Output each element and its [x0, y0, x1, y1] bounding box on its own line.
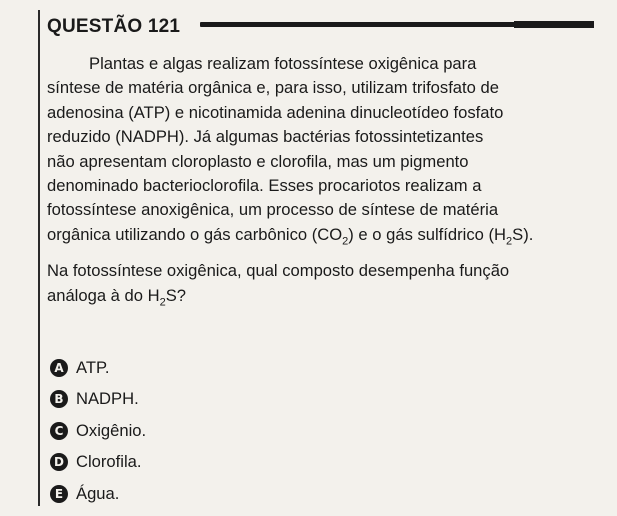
option-letter-badge: C — [50, 422, 68, 440]
question-body — [47, 52, 603, 308]
option-a[interactable] — [50, 352, 350, 384]
prompt-text: análoga à do H — [47, 285, 160, 305]
stem-line: denominado bacterioclorofila. Esses procariotos realizam a — [47, 176, 482, 196]
stem-text: orgânica utilizando o gás carbônico (CO — [47, 224, 343, 244]
left-margin-rule — [38, 10, 40, 506]
stem-line: Plantas e algas realizam fotossíntese oxigênica para — [89, 54, 477, 73]
subscript: 2 — [506, 235, 513, 248]
option-text: Oxigênio. — [76, 420, 147, 440]
stem-line: não apresentam cloroplasto e clorofila, mas um pigmento — [47, 151, 469, 171]
question-header — [47, 14, 180, 40]
stem-line: reduzido (NADPH). Já algumas bactérias fotossintetizantes — [47, 127, 484, 147]
stem-text: S). — [512, 224, 534, 244]
stem-text: ) e o gás sulfídrico (H — [348, 224, 506, 244]
header-divider-bar — [200, 22, 594, 27]
option-letter-badge: A — [50, 359, 68, 377]
option-b[interactable] — [50, 384, 350, 416]
prompt-line: Na fotossíntese oxigênica, qual composto desempenha função — [47, 261, 510, 281]
subscript: 2 — [159, 295, 166, 308]
question-stem — [47, 52, 603, 247]
option-text: Água. — [76, 483, 120, 503]
option-e[interactable] — [50, 478, 350, 510]
question-title: QUESTÃO 121 — [47, 16, 181, 37]
option-c[interactable] — [50, 415, 350, 447]
stem-line: síntese de matéria orgânica e, para isso, utilizam trifosfato de — [47, 78, 499, 98]
option-letter-badge: B — [50, 390, 68, 408]
option-letter-badge: E — [50, 485, 68, 503]
answer-options — [50, 352, 350, 510]
prompt-text: S? — [165, 285, 186, 305]
option-text: Clorofila. — [76, 452, 142, 472]
stem-line: fotossíntese anoxigênica, um processo de síntese de matéria — [47, 200, 499, 220]
option-d[interactable] — [50, 447, 350, 479]
option-text: ATP. — [76, 357, 110, 377]
prompt-line — [47, 284, 603, 308]
stem-line: adenosina (ATP) e nicotinamida adenina dinucleotídeo fosfato — [47, 102, 504, 122]
option-letter-badge: D — [50, 453, 68, 471]
subscript: 2 — [342, 235, 349, 248]
option-text: NADPH. — [76, 389, 139, 409]
stem-line-last — [47, 223, 603, 247]
question-prompt — [47, 259, 603, 308]
